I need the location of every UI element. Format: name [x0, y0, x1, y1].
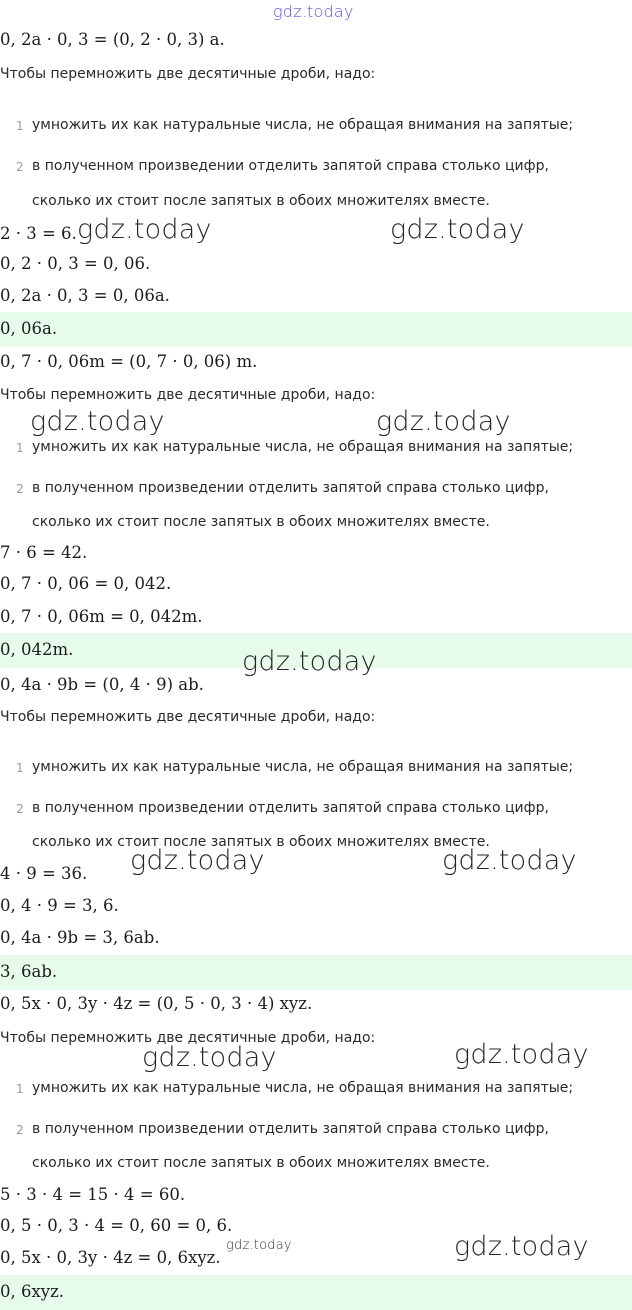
rule-step-2-text-continued: сколько их стоит после запятых в обоих множителях вместе.	[32, 1155, 490, 1171]
task-3-step-1: 4 · 9 = 36.	[0, 864, 88, 883]
task-3-answer-box	[0, 955, 632, 990]
rule-step-2-text: в полученном произведении отделить запятой справа столько цифр,	[32, 158, 549, 174]
task-4-step-2: 0, 5 · 0, 3 · 4 = 0, 60 = 0, 6.	[0, 1216, 233, 1235]
watermark: gdz.today	[454, 1231, 589, 1262]
task-3-step-3: 0, 4a · 9b = 3, 6ab.	[0, 928, 160, 947]
task-1-step-2: 0, 2 · 0, 3 = 0, 06.	[0, 254, 151, 273]
task-4-answer-box	[0, 1275, 632, 1310]
rule-step-2-text: в полученном произведении отделить запятой справа столько цифр,	[32, 1121, 549, 1137]
rule-step-1-text: умножить их как натуральные числа, не обращая внимания на запятые;	[32, 439, 574, 455]
rule-step-2-text: в полученном произведении отделить запятой справа столько цифр,	[32, 800, 549, 816]
watermark: gdz.today	[77, 214, 212, 245]
rule-step-1-number: 1	[16, 441, 24, 455]
rule-step-1-number: 1	[16, 1082, 24, 1096]
task-1-answer-box	[0, 312, 632, 347]
watermark: gdz.today	[442, 845, 577, 876]
watermark: gdz.today	[242, 646, 377, 677]
rule-step-1-text: умножить их как натуральные числа, не обращая внимания на запятые;	[32, 759, 574, 775]
task-1-step-3: 0, 2a · 0, 3 = 0, 06a.	[0, 286, 170, 305]
task-4-step-1: 5 · 3 · 4 = 15 · 4 = 60.	[0, 1185, 186, 1204]
rule-step-2-text-continued: сколько их стоит после запятых в обоих множителях вместе.	[32, 193, 490, 209]
task-3-step-2: 0, 4 · 9 = 3, 6.	[0, 896, 119, 915]
task-4-step-3: 0, 5x · 0, 3y · 4z = 0, 6xyz.	[0, 1248, 221, 1267]
rule-step-1-text: умножить их как натуральные числа, не обращая внимания на запятые;	[32, 117, 574, 133]
rule-step-1-number: 1	[16, 119, 24, 133]
rule-intro: Чтобы перемножить две десятичные дроби, надо:	[0, 387, 376, 403]
task-1-statement: 0, 2a · 0, 3 = (0, 2 · 0, 3) a.	[0, 30, 225, 49]
task-1-step-1: 2 · 3 = 6.	[0, 224, 77, 243]
rule-step-1-number: 1	[16, 761, 24, 775]
rule-step-2-text-continued: сколько их стоит после запятых в обоих множителях вместе.	[32, 514, 490, 530]
task-2-statement: 0, 7 · 0, 06m = (0, 7 · 0, 06) m.	[0, 352, 258, 371]
rule-step-2-text: в полученном произведении отделить запятой справа столько цифр,	[32, 480, 549, 496]
task-3-answer: 3, 6ab.	[0, 962, 58, 981]
rule-step-2-number: 2	[16, 802, 24, 816]
watermark-small: gdz.today	[226, 1238, 292, 1253]
rule-intro: Чтобы перемножить две десятичные дроби, надо:	[0, 709, 376, 725]
task-1-answer: 0, 06a.	[0, 319, 58, 338]
rule-step-2-number: 2	[16, 482, 24, 496]
rule-step-1-text: умножить их как натуральные числа, не обращая внимания на запятые;	[32, 1080, 574, 1096]
watermark: gdz.today	[142, 1042, 277, 1073]
watermark: gdz.today	[130, 845, 265, 876]
watermark: gdz.today	[390, 214, 525, 245]
task-2-step-2: 0, 7 · 0, 06 = 0, 042.	[0, 574, 172, 593]
task-3-statement: 0, 4a · 9b = (0, 4 · 9) ab.	[0, 675, 204, 694]
task-4-answer: 0, 6xyz.	[0, 1282, 65, 1301]
watermark: gdz.today	[454, 1039, 589, 1070]
rule-step-2-text-continued: сколько их стоит после запятых в обоих множителях вместе.	[32, 834, 490, 850]
rule-step-2-number: 2	[16, 160, 24, 174]
rule-step-2-number: 2	[16, 1123, 24, 1137]
rule-intro: Чтобы перемножить две десятичные дроби, надо:	[0, 66, 376, 82]
task-4-statement: 0, 5x · 0, 3y · 4z = (0, 5 · 0, 3 · 4) xyz.	[0, 994, 313, 1013]
task-2-step-3: 0, 7 · 0, 06m = 0, 042m.	[0, 607, 203, 626]
rule-intro: Чтобы перемножить две десятичные дроби, надо:	[0, 1030, 376, 1046]
watermark: gdz.today	[376, 406, 511, 437]
task-2-answer: 0, 042m.	[0, 640, 74, 659]
task-2-step-1: 7 · 6 = 42.	[0, 543, 88, 562]
watermark-logo-top: gdz.today	[273, 2, 354, 21]
watermark: gdz.today	[30, 406, 165, 437]
